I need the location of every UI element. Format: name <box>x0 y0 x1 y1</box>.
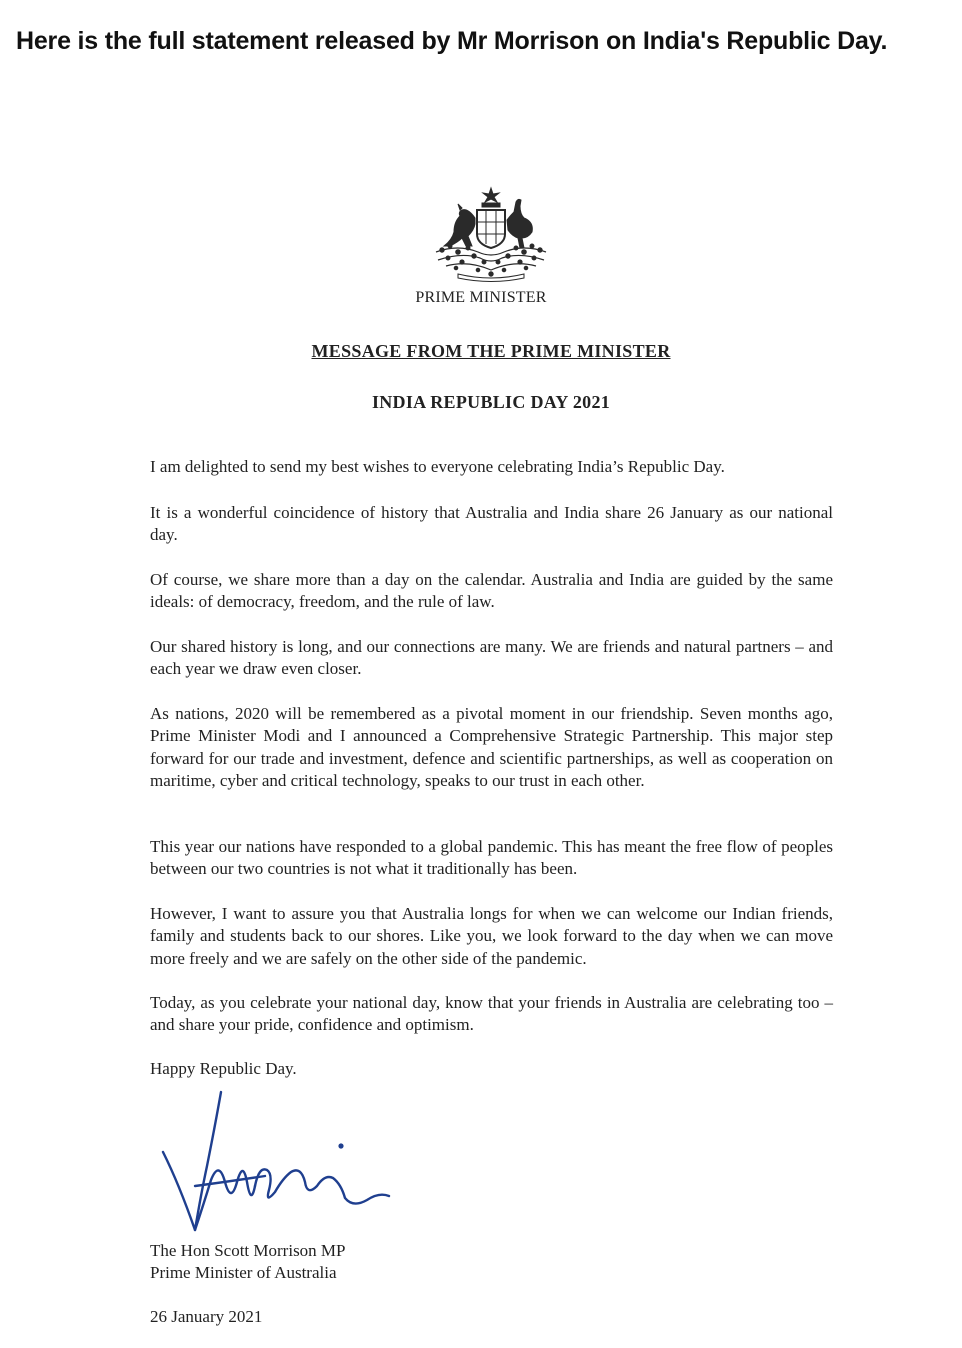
letter-paragraph: Of course, we share more than a day on the calendar. Australia and India are guided by the same ideals: of democracy, freedom, and the rule of law. <box>150 570 833 612</box>
letter-paragraph: It is a wonderful coincidence of history that Australia and India share 26 January as our national day. <box>150 503 833 545</box>
letter-paragraph: I am delighted to send my best wishes to everyone celebrating India’s Republic Day. <box>150 457 725 476</box>
letter-paragraph: Today, as you celebrate your national day, know that your friends in Australia are celebrating too – and share your pride, confidence and optimism. <box>150 993 833 1035</box>
letter-date: 26 January 2021 <box>150 1307 263 1326</box>
signer-block <box>150 1240 346 1285</box>
signer-name: The Hon Scott Morrison MP <box>150 1241 346 1260</box>
closing-line: Happy Republic Day. <box>150 1059 297 1078</box>
signer-title: Prime Minister of Australia <box>150 1263 337 1283</box>
letter-paragraph: As nations, 2020 will be remembered as a pivotal moment in our friendship. Seven months ago, Prime Minister Modi and I announced a Comprehensive Strategic Partnership. This major step forward for our trade and investment, defence and scientific partnerships, as well as cooperation on maritime, cyber and critical technology, speaks to our trust in each other. <box>150 704 833 790</box>
message-title: MESSAGE FROM THE PRIME MINISTER <box>311 341 671 361</box>
office-heading: PRIME MINISTER <box>415 289 547 306</box>
letter-paragraph: Our shared history is long, and our connections are many. We are friends and natural partners – and each year we draw even closer. <box>150 637 833 679</box>
australian-coat-of-arms-icon <box>428 186 554 282</box>
event-title: INDIA REPUBLIC DAY 2021 <box>371 392 611 412</box>
letter-paragraph: However, I want to assure you that Australia longs for when we can welcome our Indian friends, family and students back to our shores. Like you, we look forward to the day when we can move more freely and we are safely on the other side of the pandemic. <box>150 904 833 968</box>
letter-paragraph: This year our nations have responded to a global pandemic. This has meant the free flow of peoples between our two countries is not what it traditionally has been. <box>150 837 833 879</box>
article-caption: Here is the full statement released by Mr Morrison on India's Republic Day. <box>16 27 888 55</box>
handwritten-signature-icon <box>155 1086 400 1238</box>
